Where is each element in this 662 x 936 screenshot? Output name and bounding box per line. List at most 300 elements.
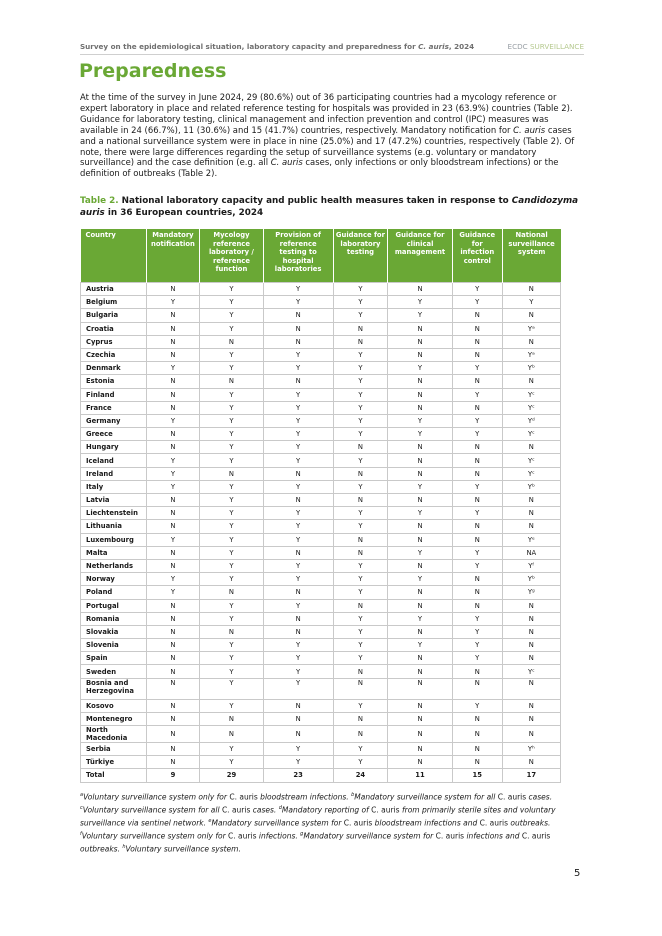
value-cell: N bbox=[200, 335, 263, 348]
footnote-marker: e bbox=[208, 818, 212, 824]
footnote-text: cases. bbox=[250, 805, 279, 815]
value-cell: N bbox=[388, 520, 453, 533]
country-cell: Cyprus bbox=[81, 335, 147, 348]
footnote-text: C. auris bbox=[229, 792, 258, 802]
value-cell: N bbox=[452, 309, 502, 322]
value-cell: N bbox=[388, 699, 453, 712]
value-cell: N bbox=[146, 494, 200, 507]
value-cell: 29 bbox=[200, 769, 263, 782]
value-cell: N bbox=[263, 375, 333, 388]
value-cell: N bbox=[333, 322, 387, 335]
value-cell: N bbox=[388, 348, 453, 361]
footnote-text: C. auris bbox=[343, 818, 373, 828]
value-cell: Y bbox=[200, 348, 263, 361]
value-cell: N bbox=[502, 699, 560, 712]
value-cell: N bbox=[452, 335, 502, 348]
value-cell: Yᶜ bbox=[502, 665, 560, 678]
value-cell: Y bbox=[452, 639, 502, 652]
value-cell: Y bbox=[263, 520, 333, 533]
value-cell: NA bbox=[502, 546, 560, 559]
value-cell: N bbox=[452, 599, 502, 612]
value-cell: Y bbox=[200, 441, 263, 454]
value-cell: Y bbox=[388, 507, 453, 520]
country-cell: Sweden bbox=[81, 665, 147, 678]
value-cell: N bbox=[146, 309, 200, 322]
table-row bbox=[81, 480, 561, 493]
value-cell: N bbox=[502, 639, 560, 652]
header-divider bbox=[80, 54, 584, 55]
country-cell: Spain bbox=[81, 652, 147, 665]
value-cell: N bbox=[452, 401, 502, 414]
column-header: Country bbox=[81, 229, 147, 283]
value-cell: N bbox=[452, 712, 502, 725]
value-cell: N bbox=[263, 699, 333, 712]
value-cell: Y bbox=[200, 454, 263, 467]
table-footnotes bbox=[80, 790, 585, 855]
country-cell: Austria bbox=[81, 283, 147, 296]
value-cell: N bbox=[388, 665, 453, 678]
value-cell: Y bbox=[388, 414, 453, 427]
value-cell: N bbox=[146, 375, 200, 388]
value-cell: N bbox=[200, 586, 263, 599]
value-cell: Y bbox=[263, 559, 333, 572]
table-row bbox=[81, 467, 561, 480]
value-cell: N bbox=[388, 533, 453, 546]
table-row bbox=[81, 388, 561, 401]
country-cell: Belgium bbox=[81, 296, 147, 309]
value-cell: N bbox=[146, 652, 200, 665]
value-cell: Y bbox=[388, 546, 453, 559]
column-header: Provision of reference testing to hospital laboratories bbox=[263, 229, 333, 283]
preparedness-table bbox=[80, 229, 561, 783]
value-cell: Y bbox=[146, 533, 200, 546]
value-cell: N bbox=[388, 467, 453, 480]
value-cell: N bbox=[333, 494, 387, 507]
footnote-text: outbreaks. bbox=[80, 844, 123, 854]
value-cell: N bbox=[388, 494, 453, 507]
value-cell: N bbox=[263, 712, 333, 725]
value-cell: Y bbox=[146, 480, 200, 493]
table-row bbox=[81, 533, 561, 546]
footnote-text: cases. bbox=[526, 792, 553, 802]
country-cell: Ireland bbox=[81, 467, 147, 480]
footnote-text: C. auris bbox=[497, 792, 527, 802]
value-cell: N bbox=[502, 309, 560, 322]
table-row bbox=[81, 414, 561, 427]
value-cell: Y bbox=[263, 362, 333, 375]
value-cell: N bbox=[263, 309, 333, 322]
value-cell: N bbox=[388, 388, 453, 401]
value-cell: Yᵉ bbox=[502, 533, 560, 546]
footnote-marker: d bbox=[278, 805, 282, 811]
value-cell: N bbox=[502, 283, 560, 296]
value-cell: N bbox=[452, 533, 502, 546]
value-cell: N bbox=[388, 599, 453, 612]
footnote-text: C. auris bbox=[521, 831, 551, 841]
country-cell: Latvia bbox=[81, 494, 147, 507]
value-cell: N bbox=[333, 665, 387, 678]
value-cell: N bbox=[388, 335, 453, 348]
value-cell: Yᵃ bbox=[502, 322, 560, 335]
footnote-text: from primarily sterile sites and voluntary surveillance via sentinel network. bbox=[80, 805, 556, 828]
value-cell: 23 bbox=[263, 769, 333, 782]
value-cell: 11 bbox=[388, 769, 453, 782]
value-cell: N bbox=[452, 454, 502, 467]
table-row bbox=[81, 335, 561, 348]
table-row bbox=[81, 454, 561, 467]
value-cell: N bbox=[200, 726, 263, 743]
footnote-marker: g bbox=[300, 831, 304, 837]
value-cell: N bbox=[502, 652, 560, 665]
value-cell: Y bbox=[200, 507, 263, 520]
country-cell: Türkiye bbox=[81, 756, 147, 769]
value-cell: N bbox=[146, 335, 200, 348]
value-cell: N bbox=[263, 467, 333, 480]
value-cell: N bbox=[333, 533, 387, 546]
value-cell: N bbox=[146, 507, 200, 520]
value-cell: Y bbox=[200, 401, 263, 414]
table-row bbox=[81, 322, 561, 335]
value-cell: N bbox=[452, 743, 502, 756]
value-cell: Y bbox=[333, 652, 387, 665]
value-cell: N bbox=[263, 612, 333, 625]
value-cell: Y bbox=[452, 652, 502, 665]
value-cell: N bbox=[200, 625, 263, 638]
footnote-text: Mandatory surveillance system for bbox=[303, 831, 436, 841]
value-cell: N bbox=[388, 726, 453, 743]
value-cell: Y bbox=[263, 507, 333, 520]
value-cell: N bbox=[502, 612, 560, 625]
value-cell: N bbox=[502, 599, 560, 612]
value-cell: Y bbox=[263, 414, 333, 427]
footnote-marker: f bbox=[80, 831, 82, 837]
value-cell: Y bbox=[146, 573, 200, 586]
country-cell: Liechtenstein bbox=[81, 507, 147, 520]
value-cell: Y bbox=[452, 625, 502, 638]
value-cell: N bbox=[452, 441, 502, 454]
value-cell: N bbox=[263, 586, 333, 599]
value-cell: N bbox=[146, 599, 200, 612]
value-cell: Y bbox=[388, 428, 453, 441]
country-cell: Germany bbox=[81, 414, 147, 427]
value-cell: N bbox=[263, 494, 333, 507]
value-cell: Y bbox=[333, 480, 387, 493]
footnote-text: C. auris bbox=[221, 805, 251, 815]
value-cell: N bbox=[388, 712, 453, 725]
value-cell: Yᵍ bbox=[502, 586, 560, 599]
footnote-text: C. auris bbox=[228, 831, 257, 841]
footnote-text: Voluntary surveillance system only for bbox=[83, 792, 230, 802]
country-cell: Lithuania bbox=[81, 520, 147, 533]
value-cell: Y bbox=[502, 296, 560, 309]
value-cell: N bbox=[452, 494, 502, 507]
section-title: Preparedness bbox=[79, 60, 227, 82]
value-cell: Y bbox=[452, 612, 502, 625]
footnote-text: bloodstream infections. bbox=[257, 792, 352, 802]
value-cell: Y bbox=[333, 454, 387, 467]
value-cell: N bbox=[452, 665, 502, 678]
page-number: 5 bbox=[574, 868, 581, 879]
value-cell: Y bbox=[333, 296, 387, 309]
table-row bbox=[81, 756, 561, 769]
value-cell: Yᵇ bbox=[502, 480, 560, 493]
value-cell: Y bbox=[263, 665, 333, 678]
value-cell: Y bbox=[200, 388, 263, 401]
column-header: Guidance for laboratory testing bbox=[333, 229, 387, 283]
country-cell: Malta bbox=[81, 546, 147, 559]
table-row bbox=[81, 296, 561, 309]
country-cell: Montenegro bbox=[81, 712, 147, 725]
value-cell: Y bbox=[146, 454, 200, 467]
country-cell: Kosovo bbox=[81, 699, 147, 712]
value-cell: Y bbox=[333, 348, 387, 361]
value-cell: N bbox=[263, 546, 333, 559]
table-row bbox=[81, 726, 561, 743]
table-row bbox=[81, 652, 561, 665]
value-cell: Y bbox=[263, 480, 333, 493]
value-cell: N bbox=[452, 520, 502, 533]
footnote-text: Voluntary surveillance system. bbox=[125, 844, 241, 854]
country-cell: Luxembourg bbox=[81, 533, 147, 546]
value-cell: N bbox=[388, 678, 453, 699]
footnote-marker: a bbox=[80, 792, 84, 798]
value-cell: Y bbox=[146, 586, 200, 599]
value-cell: Y bbox=[452, 362, 502, 375]
footnote-marker: c bbox=[80, 805, 83, 811]
value-cell: Y bbox=[452, 414, 502, 427]
value-cell: N bbox=[146, 401, 200, 414]
value-cell: N bbox=[146, 388, 200, 401]
value-cell: 24 bbox=[333, 769, 387, 782]
table-row bbox=[81, 507, 561, 520]
value-cell: Y bbox=[333, 639, 387, 652]
value-cell: N bbox=[146, 612, 200, 625]
value-cell: N bbox=[388, 322, 453, 335]
value-cell: Y bbox=[333, 612, 387, 625]
country-cell: Norway bbox=[81, 573, 147, 586]
value-cell: N bbox=[333, 599, 387, 612]
value-cell: N bbox=[146, 756, 200, 769]
value-cell: Y bbox=[200, 652, 263, 665]
country-cell: Croatia bbox=[81, 322, 147, 335]
footnote-text: infections and bbox=[464, 831, 522, 841]
value-cell: N bbox=[333, 335, 387, 348]
value-cell: N bbox=[502, 507, 560, 520]
value-cell: 17 bbox=[502, 769, 560, 782]
table-row bbox=[81, 559, 561, 572]
table-row bbox=[81, 639, 561, 652]
country-cell: Bosnia and Herzegovina bbox=[81, 678, 147, 699]
value-cell: Y bbox=[200, 533, 263, 546]
value-cell: N bbox=[452, 467, 502, 480]
value-cell: Y bbox=[200, 309, 263, 322]
value-cell: Y bbox=[263, 652, 333, 665]
value-cell: N bbox=[263, 726, 333, 743]
value-cell: N bbox=[263, 625, 333, 638]
footnote-text: Mandatory surveillance system for all bbox=[354, 792, 498, 802]
country-cell: Finland bbox=[81, 388, 147, 401]
value-cell: Y bbox=[388, 309, 453, 322]
value-cell: N bbox=[146, 678, 200, 699]
value-cell: Y bbox=[263, 454, 333, 467]
value-cell: Y bbox=[146, 362, 200, 375]
value-cell: N bbox=[200, 467, 263, 480]
value-cell: Y bbox=[263, 573, 333, 586]
running-header bbox=[80, 42, 584, 51]
country-cell: France bbox=[81, 401, 147, 414]
value-cell: Y bbox=[333, 756, 387, 769]
value-cell: Y bbox=[333, 586, 387, 599]
value-cell: Y bbox=[263, 639, 333, 652]
header-title: Survey on the epidemiological situation, laboratory capacity and preparedness for C. auris, 2024 bbox=[80, 42, 475, 51]
value-cell: N bbox=[200, 375, 263, 388]
value-cell: Y bbox=[263, 401, 333, 414]
value-cell: Y bbox=[333, 699, 387, 712]
value-cell: Yᶜ bbox=[502, 454, 560, 467]
country-cell: Total bbox=[81, 769, 147, 782]
value-cell: Yᶠ bbox=[502, 559, 560, 572]
table-row bbox=[81, 494, 561, 507]
value-cell: Yᶜ bbox=[502, 428, 560, 441]
table-row bbox=[81, 699, 561, 712]
value-cell: Y bbox=[452, 283, 502, 296]
value-cell: Yᶜ bbox=[502, 467, 560, 480]
body-paragraph: At the time of the survey in June 2024, 29 (80.6%) out of 36 participating countries had a mycology reference or expert laboratory in place and related reference testing for hospitals was provided in 23 (63.9%) countries (Table 2). Guidance for laboratory testing, clinical management and infection prevention and control (IPC) measures was available in 24 (66.7%), 11 (30.6%) and 15 (41.7%) countries, respectively. Mandatory notification for C. auris cases and a national surveillance system were in place in nine (25.0%) and 17 (47.2%) countries, respectively (Table 2). Of note, there were large differences regarding the setup of surveillance systems (e.g. voluntary or mandatory surveillance) and the case definition (e.g. all C. auris cases, only infections or only bloodstream infections) or the definition of outbreaks (Table 2). bbox=[80, 92, 575, 179]
value-cell: N bbox=[388, 375, 453, 388]
value-cell: N bbox=[146, 712, 200, 725]
table-header-row bbox=[81, 229, 561, 283]
table-row bbox=[81, 401, 561, 414]
value-cell: Y bbox=[200, 428, 263, 441]
value-cell: N bbox=[263, 322, 333, 335]
value-cell: N bbox=[502, 520, 560, 533]
value-cell: N bbox=[502, 375, 560, 388]
value-cell: N bbox=[333, 467, 387, 480]
value-cell: Y bbox=[200, 599, 263, 612]
table-row bbox=[81, 520, 561, 533]
footnote-text: Mandatory surveillance system for bbox=[211, 818, 344, 828]
country-cell: Greece bbox=[81, 428, 147, 441]
value-cell: Y bbox=[200, 573, 263, 586]
value-cell: Yᵇ bbox=[502, 362, 560, 375]
country-cell: Bulgaria bbox=[81, 309, 147, 322]
footnote-text: infections. bbox=[256, 831, 301, 841]
value-cell: N bbox=[146, 348, 200, 361]
value-cell: Y bbox=[200, 322, 263, 335]
value-cell: Y bbox=[452, 546, 502, 559]
table-row bbox=[81, 546, 561, 559]
value-cell: N bbox=[263, 335, 333, 348]
value-cell: N bbox=[146, 283, 200, 296]
value-cell: Y bbox=[388, 639, 453, 652]
value-cell: Y bbox=[333, 743, 387, 756]
value-cell: N bbox=[146, 559, 200, 572]
country-cell: Denmark bbox=[81, 362, 147, 375]
value-cell: Y bbox=[200, 665, 263, 678]
value-cell: N bbox=[333, 441, 387, 454]
value-cell: N bbox=[146, 520, 200, 533]
country-cell: Estonia bbox=[81, 375, 147, 388]
value-cell: N bbox=[452, 586, 502, 599]
value-cell: N bbox=[502, 712, 560, 725]
column-header: Guidance for infection control bbox=[452, 229, 502, 283]
footnote-marker: h bbox=[122, 844, 126, 850]
footnote-marker: b bbox=[351, 792, 355, 798]
value-cell: N bbox=[502, 678, 560, 699]
value-cell: N bbox=[146, 322, 200, 335]
country-cell: Hungary bbox=[81, 441, 147, 454]
value-cell: Y bbox=[452, 428, 502, 441]
value-cell: Y bbox=[333, 428, 387, 441]
value-cell: Y bbox=[200, 414, 263, 427]
value-cell: Y bbox=[388, 612, 453, 625]
value-cell: Y bbox=[200, 699, 263, 712]
value-cell: Y bbox=[333, 414, 387, 427]
footnote-text: C. auris bbox=[435, 831, 465, 841]
table-row bbox=[81, 712, 561, 725]
value-cell: N bbox=[502, 441, 560, 454]
country-cell: Slovakia bbox=[81, 625, 147, 638]
footnote-text: Voluntary surveillance system for all bbox=[82, 805, 222, 815]
value-cell: Y bbox=[452, 559, 502, 572]
value-cell: N bbox=[388, 401, 453, 414]
country-cell: Serbia bbox=[81, 743, 147, 756]
value-cell: N bbox=[388, 756, 453, 769]
table-total-row bbox=[81, 769, 561, 782]
value-cell: Y bbox=[333, 362, 387, 375]
table-row bbox=[81, 283, 561, 296]
value-cell: Y bbox=[200, 494, 263, 507]
value-cell: Y bbox=[333, 520, 387, 533]
header-brand: ECDC SURVEILLANCE bbox=[507, 42, 584, 51]
value-cell: Y bbox=[146, 414, 200, 427]
footnote-text: bloodstream infections and bbox=[372, 818, 480, 828]
value-cell: Y bbox=[333, 573, 387, 586]
footnote-text: C. auris bbox=[371, 805, 400, 815]
value-cell: N bbox=[502, 726, 560, 743]
value-cell: Y bbox=[263, 428, 333, 441]
table-row bbox=[81, 428, 561, 441]
value-cell: Y bbox=[263, 296, 333, 309]
country-cell: Poland bbox=[81, 586, 147, 599]
value-cell: Y bbox=[200, 559, 263, 572]
value-cell: N bbox=[452, 348, 502, 361]
value-cell: N bbox=[452, 573, 502, 586]
table-row bbox=[81, 362, 561, 375]
value-cell: Y bbox=[200, 296, 263, 309]
value-cell: Y bbox=[333, 309, 387, 322]
value-cell: N bbox=[452, 726, 502, 743]
value-cell: Y bbox=[333, 401, 387, 414]
value-cell: N bbox=[146, 428, 200, 441]
value-cell: N bbox=[452, 322, 502, 335]
value-cell: N bbox=[388, 652, 453, 665]
value-cell: Yʰ bbox=[502, 743, 560, 756]
value-cell: Y bbox=[146, 296, 200, 309]
country-cell: Portugal bbox=[81, 599, 147, 612]
country-cell: North Macedonia bbox=[81, 726, 147, 743]
value-cell: N bbox=[452, 678, 502, 699]
table-caption: Table 2. National laboratory capacity and public health measures taken in response to Candidozyma auris in 36 European countries, 2024 bbox=[80, 196, 579, 218]
value-cell: N bbox=[333, 726, 387, 743]
footnote-text: outbreaks. bbox=[508, 818, 551, 828]
column-header: Mandatory notification bbox=[146, 229, 200, 283]
value-cell: N bbox=[146, 699, 200, 712]
value-cell: N bbox=[388, 283, 453, 296]
value-cell: N bbox=[502, 494, 560, 507]
country-cell: Netherlands bbox=[81, 559, 147, 572]
footnote-text: Voluntary surveillance system only for bbox=[81, 831, 229, 841]
